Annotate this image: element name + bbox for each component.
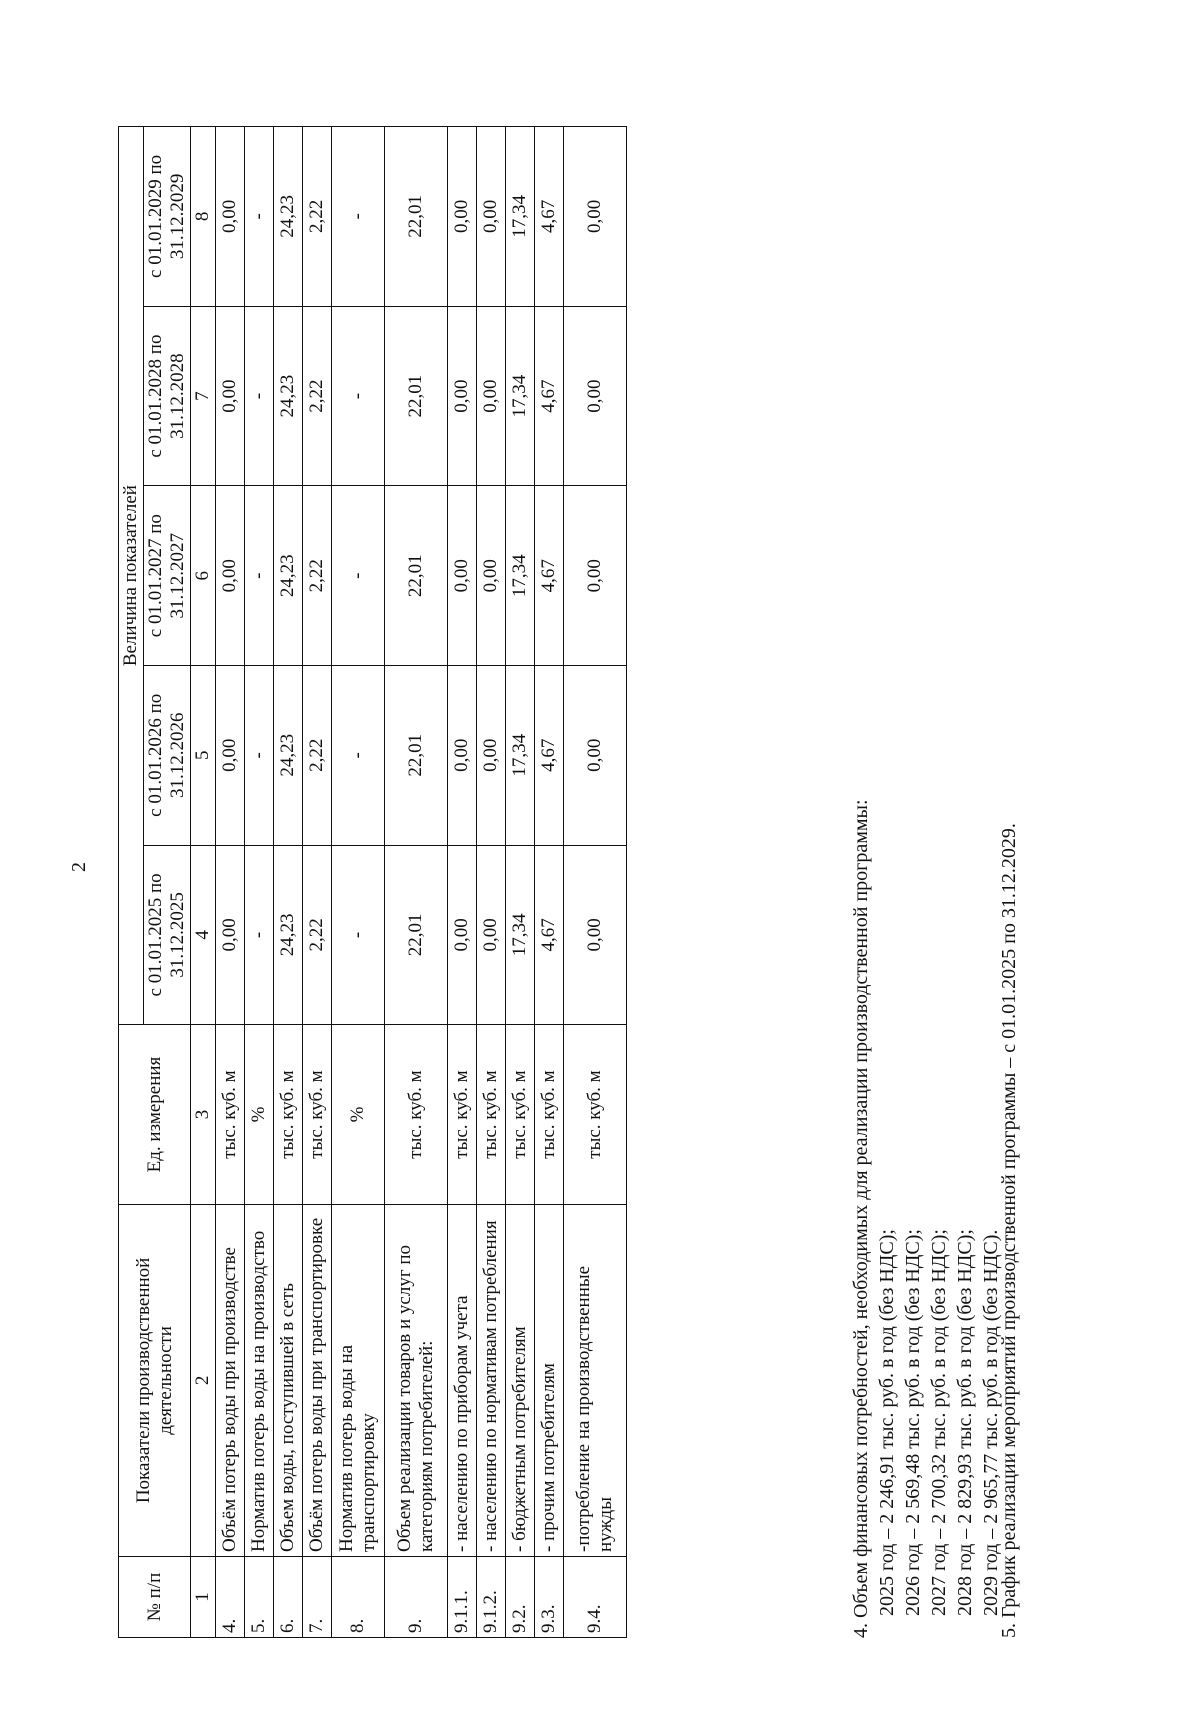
row-value: 24,23	[273, 486, 302, 666]
row-value: 0,00	[215, 845, 244, 1025]
table-row	[331, 127, 384, 1638]
row-unit: тыс. куб. м	[273, 1025, 302, 1205]
row-value: 0,00	[447, 665, 476, 845]
row-value: 22,01	[384, 486, 447, 666]
row-unit: тыс. куб. м	[302, 1025, 331, 1205]
row-value: 24,23	[273, 665, 302, 845]
section-4-item: 2028 год – 2 829,93 тыс. руб. в год (без НДС);	[954, 1229, 976, 1616]
row-value: -	[244, 127, 273, 307]
section-4-financial-needs	[848, 799, 1004, 1638]
row-unit: тыс. куб. м	[384, 1025, 447, 1205]
row-value: -	[331, 486, 384, 666]
header-period: с 01.01.2025 по 31.12.2025	[144, 845, 191, 1025]
row-number: 9.4.	[563, 1557, 626, 1638]
row-number: 8.	[331, 1557, 384, 1638]
row-value: 0,00	[476, 127, 505, 307]
row-number: 9.	[384, 1557, 447, 1638]
row-indicator: Норматив потерь воды на транспортировку	[331, 1204, 384, 1556]
header-period: с 01.01.2027 по 31.12.2027	[144, 486, 191, 666]
header-values-group: Величина показателей	[119, 127, 144, 1025]
row-value: 0,00	[215, 127, 244, 307]
row-number: 5.	[244, 1557, 273, 1638]
table-row	[476, 127, 505, 1638]
row-value: 2,22	[302, 845, 331, 1025]
row-value: 4,67	[534, 665, 563, 845]
row-indicator: Объем реализации товаров и услуг по категориям потребителей:	[384, 1204, 447, 1556]
table-row	[384, 127, 447, 1638]
row-value: 0,00	[563, 486, 626, 666]
row-value: -	[244, 845, 273, 1025]
section-4-item: 2026 год – 2 569,48 тыс. руб. в год (без НДС);	[902, 1229, 924, 1616]
row-number: 9.3.	[534, 1557, 563, 1638]
table-row	[563, 127, 626, 1638]
column-index: 4	[191, 845, 216, 1025]
row-number: 9.1.1.	[447, 1557, 476, 1638]
row-value: 22,01	[384, 127, 447, 307]
row-value: 0,00	[563, 665, 626, 845]
row-number: 6.	[273, 1557, 302, 1638]
row-value: 0,00	[215, 306, 244, 486]
row-number: 7.	[302, 1557, 331, 1638]
column-index: 8	[191, 127, 216, 307]
row-value: 22,01	[384, 845, 447, 1025]
row-value: 4,67	[534, 127, 563, 307]
row-unit: тыс. куб. м	[215, 1025, 244, 1205]
row-unit: тыс. куб. м	[476, 1025, 505, 1205]
row-value: 0,00	[476, 665, 505, 845]
header-indicator: Показатели производственной деятельности	[119, 1204, 191, 1556]
row-unit: тыс. куб. м	[505, 1025, 534, 1205]
row-value: 2,22	[302, 486, 331, 666]
row-value: -	[331, 127, 384, 307]
row-value: 24,23	[273, 306, 302, 486]
row-value: 17,34	[505, 127, 534, 307]
section-4-title: 4. Объем финансовых потребностей, необходимых для реализации производственной программы:	[850, 799, 872, 1638]
row-value: 0,00	[215, 665, 244, 845]
row-value: 22,01	[384, 665, 447, 845]
row-value: 0,00	[563, 845, 626, 1025]
row-value: 2,22	[302, 306, 331, 486]
row-indicator: Объем воды, поступившей в сеть	[273, 1204, 302, 1556]
row-value: 2,22	[302, 127, 331, 307]
row-value: 2,22	[302, 665, 331, 845]
row-value: 17,34	[505, 665, 534, 845]
row-value: 0,00	[563, 127, 626, 307]
row-unit: тыс. куб. м	[534, 1025, 563, 1205]
table-row	[302, 127, 331, 1638]
section-4-item: 2025 год – 2 246,91 тыс. руб. в год (без НДС);	[876, 1229, 898, 1616]
table-row	[215, 127, 244, 1638]
row-value: 4,67	[534, 486, 563, 666]
section-4-item: 2029 год – 2 965,77 тыс. руб. в год (без НДС).	[980, 1229, 1002, 1616]
row-value: 0,00	[447, 127, 476, 307]
row-indicator: - прочим потребителям	[534, 1204, 563, 1556]
row-value: 24,23	[273, 127, 302, 307]
header-period: с 01.01.2029 по 31.12.2029	[144, 127, 191, 307]
column-index: 6	[191, 486, 216, 666]
row-unit: %	[244, 1025, 273, 1205]
row-indicator: Норматив потерь воды на производство	[244, 1204, 273, 1556]
row-value: -	[331, 845, 384, 1025]
row-number: 4.	[215, 1557, 244, 1638]
row-number: 9.1.2.	[476, 1557, 505, 1638]
row-value: 0,00	[476, 845, 505, 1025]
header-unit: Ед. измерения	[119, 1025, 191, 1205]
page-number: 2	[68, 862, 90, 872]
row-value: 0,00	[476, 486, 505, 666]
table-row	[244, 127, 273, 1638]
row-indicator: Объём потерь воды при транспортировке	[302, 1204, 331, 1556]
row-indicator: - населению по нормативам потребления	[476, 1204, 505, 1556]
row-value: 0,00	[476, 306, 505, 486]
row-value: 17,34	[505, 845, 534, 1025]
row-unit: тыс. куб. м	[563, 1025, 626, 1205]
row-value: 22,01	[384, 306, 447, 486]
row-value: 17,34	[505, 486, 534, 666]
row-value: 0,00	[215, 486, 244, 666]
indicators-table	[118, 126, 627, 1638]
row-unit: тыс. куб. м	[447, 1025, 476, 1205]
row-number: 9.2.	[505, 1557, 534, 1638]
table-row	[534, 127, 563, 1638]
column-index: 7	[191, 306, 216, 486]
row-value: 24,23	[273, 845, 302, 1025]
row-value: 4,67	[534, 845, 563, 1025]
row-value: 0,00	[447, 306, 476, 486]
table-row	[505, 127, 534, 1638]
row-value: 17,34	[505, 306, 534, 486]
header-period: с 01.01.2028 по 31.12.2028	[144, 306, 191, 486]
table-row	[273, 127, 302, 1638]
row-indicator: - населению по приборам учета	[447, 1204, 476, 1556]
row-indicator: Объём потерь воды при производстве	[215, 1204, 244, 1556]
row-value: -	[244, 306, 273, 486]
row-value: 0,00	[563, 306, 626, 486]
header-period: с 01.01.2026 по 31.12.2026	[144, 665, 191, 845]
column-index: 1	[191, 1557, 216, 1638]
header-num: № п/п	[119, 1557, 191, 1638]
section-4-item: 2027 год – 2 700,32 тыс. руб. в год (без НДС);	[928, 1229, 950, 1616]
row-value: 0,00	[447, 845, 476, 1025]
column-index: 2	[191, 1204, 216, 1556]
table-row	[447, 127, 476, 1638]
row-value: -	[244, 665, 273, 845]
row-value: 0,00	[447, 486, 476, 666]
row-value: -	[331, 306, 384, 486]
section-5-schedule: 5. График реализации мероприятий производственной программы – с 01.01.2025 по 31.12.2029.	[998, 823, 1020, 1638]
rotated-sheet	[118, 138, 1038, 1638]
row-indicator: - бюджетным потребителям	[505, 1204, 534, 1556]
column-index: 3	[191, 1025, 216, 1205]
row-value: -	[331, 665, 384, 845]
row-indicator: -потребление на производственные нужды	[563, 1204, 626, 1556]
row-unit: %	[331, 1025, 384, 1205]
row-value: 4,67	[534, 306, 563, 486]
column-index-row	[191, 127, 216, 1638]
row-value: -	[244, 486, 273, 666]
column-index: 5	[191, 665, 216, 845]
